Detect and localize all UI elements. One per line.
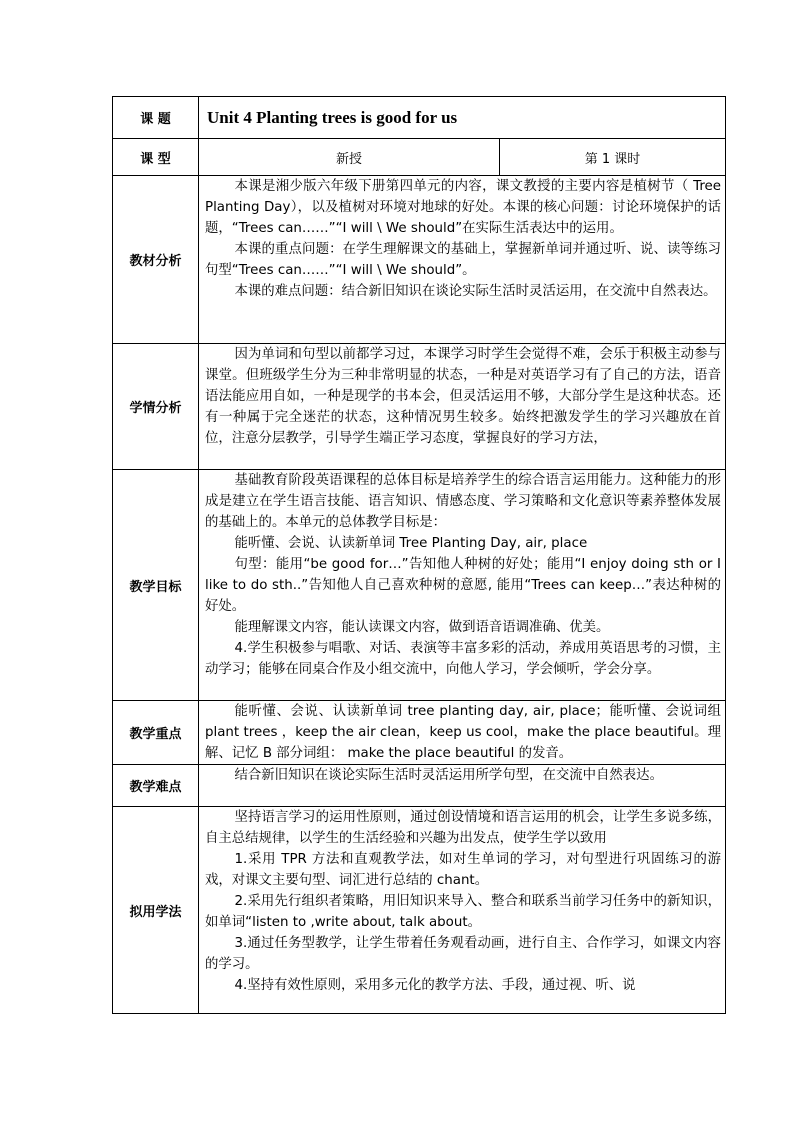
row-difficulties bbox=[113, 765, 726, 807]
methods-content bbox=[199, 807, 726, 1014]
teaching-goals-p3: 句型：能用“be good for…”告知他人种树的好处；能用“I enjoy doing sth or I like to do sth..”告知他人自己喜欢种树的意愿, 能用“Trees can keep…”表达种树的好处。 bbox=[205, 557, 722, 614]
topic-label: 课 题 bbox=[113, 97, 199, 139]
methods-p2: 1.采用 TPR 方法和直观教学法，如对生单词的学习，对句型进行巩固练习的游戏，对课文主要句型、词汇进行总结的 chant。 bbox=[205, 852, 722, 888]
key-points-p1: 能听懂、会说、认读新单词 tree planting day, air, place；能听懂、会说词组 plant trees ，keep the air clean，keep us cool，make the place beautiful。理解、记忆 B 部分词组： make the place beautiful 的发音。 bbox=[205, 704, 722, 761]
key-points-label: 教学重点 bbox=[113, 701, 199, 765]
teaching-goals-p4: 能理解课文内容，能认读课文内容，做到语音语调准确、优美。 bbox=[234, 620, 610, 635]
key-points-content bbox=[199, 701, 726, 765]
material-analysis-content bbox=[199, 176, 726, 344]
type-label: 课 型 bbox=[113, 139, 199, 176]
methods-p1: 坚持语言学习的运用性原则，通过创设情境和语言运用的机会，让学生多说多练，自主总结规律，以学生的生活经验和兴趣为出发点，使学生学以致用 bbox=[205, 810, 722, 846]
material-analysis-p3: 本课的难点问题：结合新旧知识在谈论实际生活时灵活运用，在交流中自然表达。 bbox=[234, 284, 717, 299]
material-analysis-p2: 本课的重点问题：在学生理解课文的基础上，掌握新单词并通过听、说、读等练习句型“Trees can……”“I will \ We should”。 bbox=[205, 242, 722, 278]
methods-p3: 2.采用先行组织者策略，用旧知识来导入、整合和联系当前学习任务中的新知识，如单词“listen to ,write about, talk about。 bbox=[205, 894, 722, 930]
methods-p5: 4.坚持有效性原则，采用多元化的教学方法、手段，通过视、听、说 bbox=[234, 978, 636, 993]
difficulties-content bbox=[199, 765, 726, 807]
row-topic bbox=[113, 97, 726, 139]
teaching-goals-content bbox=[199, 470, 726, 701]
teaching-goals-p2: 能听懂、会说、认读新单词 Tree Planting Day, air, place bbox=[234, 536, 588, 551]
material-analysis-p1: 本课是湘少版六年级下册第四单元的内容，课文教授的主要内容是植树节（ Tree Planting Day），以及植树对环境对地球的好处。本课的核心问题：讨论环境保护的话题，“Trees can……”“I will \ We should”在实际生活表达中的运用。 bbox=[205, 179, 722, 236]
topic-value: Unit 4 Planting trees is good for us bbox=[199, 97, 726, 139]
difficulties-p1: 结合新旧知识在谈论实际生活时灵活运用所学句型，在交流中自然表达。 bbox=[234, 768, 663, 783]
row-teaching-goals bbox=[113, 470, 726, 701]
methods-clip bbox=[205, 807, 721, 1013]
teaching-goals-p1: 基础教育阶段英语课程的总体目标是培养学生的综合语言运用能力。这种能力的形成是建立在学生语言技能、语言知识、情感态度、学习策略和文化意识等素养整体发展的基础上的。本单元的总体教学目标是： bbox=[205, 473, 722, 530]
row-methods bbox=[113, 807, 726, 1014]
period-value: 第 1 课时 bbox=[500, 139, 726, 176]
teaching-goals-label: 教学目标 bbox=[113, 470, 199, 701]
lesson-plan-table bbox=[112, 96, 726, 1014]
type-value: 新授 bbox=[199, 139, 500, 176]
difficulties-label: 教学难点 bbox=[113, 765, 199, 807]
teaching-goals-p5: 4.学生积极参与唱歌、对话、表演等丰富多彩的活动，养成用英语思考的习惯，主动学习；能够在同桌合作及小组交流中，向他人学习，学会倾听，学会分享。 bbox=[205, 641, 722, 677]
student-analysis-p1: 因为单词和句型以前都学习过，本课学习时学生会觉得不难，会乐于积极主动参与课堂。但班级学生分为三种非常明显的状态，一种是对英语学习有了自己的方法，语音语法能应用自如，一种是现学的书本会，但灵活运用不够，大部分学生是这种状态。还有一种属于完全迷茫的状态，这种情况男生较多。始终把激发学生的学习兴趣放在首位，注意分层教学，引导学生端正学习态度，掌握良好的学习方法， bbox=[205, 347, 722, 446]
methods-p4: 3.通过任务型教学，让学生带着任务观看动画，进行自主、合作学习，如课文内容的学习。 bbox=[205, 936, 722, 972]
row-type bbox=[113, 139, 726, 176]
student-analysis-label: 学情分析 bbox=[113, 344, 199, 470]
row-key-points bbox=[113, 701, 726, 765]
material-analysis-label: 教材分析 bbox=[113, 176, 199, 344]
methods-label: 拟用学法 bbox=[113, 807, 199, 1014]
row-material-analysis bbox=[113, 176, 726, 344]
row-student-analysis bbox=[113, 344, 726, 470]
student-analysis-content bbox=[199, 344, 726, 470]
